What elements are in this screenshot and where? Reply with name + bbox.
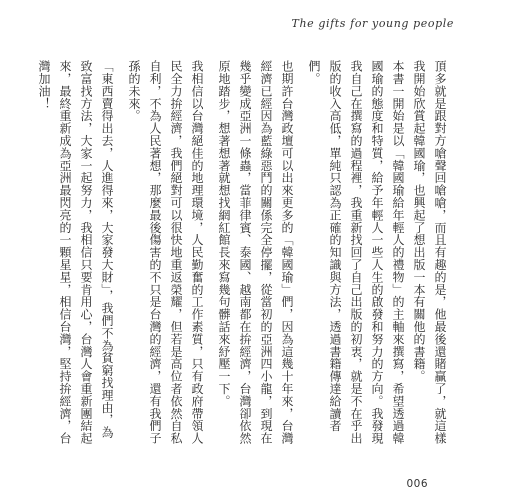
paragraph: 我相信以台灣絕佳的地理環境，人民勤奮的工作素質，只有政府帶領人民全力拚經濟，我們絕對可以很快地重返榮耀，但若是高位者依然自私自利，不為人民著想，那麼最後傷害的不只是台灣的經濟，還有我們子孫的未來。 xyxy=(127,60,204,445)
paragraph: 「東西賣得出去，人進得來，大家發大財」，我們不為貧窮找理由，為致富找方法，大家一起努力，我相信只要肯用心，台灣人會重新團結起來，最終重新成為亞洲最閃亮的一顆星星，相信台灣，堅持拚經濟，台灣加油！ xyxy=(37,60,114,445)
paragraph: 頂多就是跟對方嗆聲回嗆嗆，而且有趣的是，他最後還賭贏了，就這樣我開始欣賞起韓國瑜，也興起了想出版一本有關他的書籍。 xyxy=(412,60,447,445)
paragraph: 也期許台灣政壇可以出來更多的「韓國瑜」們，因為這幾十年來，台灣經濟已經因為藍綠惡鬥的關係完全停擺，從當初的亞洲四小龍，到現在幾乎變成亞洲一條蟲，當菲律賓、泰國、越南都在拚經濟，台灣卻依然原地踏步，想著想著就想找網紅館長來寫幾句髒話來紓壓一下。 xyxy=(217,60,294,445)
body-text xyxy=(37,60,450,448)
page-number: 006 xyxy=(406,478,428,490)
paragraph: 本書一開始是以「韓國瑜給年輕人的禮物」的主軸來撰寫，希望透過韓國瑜的態度和特質，給予年輕人一些人生的啟發和努力的方向。我發現我自己在撰寫的過程裡，我重新找回了自己出版的初衷，就是不在乎出版的收入高低，單純只認為正確的知識與方法，透過書籍傳達給讀者們。 xyxy=(307,60,405,445)
running-header: The gifts for young people xyxy=(291,17,454,30)
